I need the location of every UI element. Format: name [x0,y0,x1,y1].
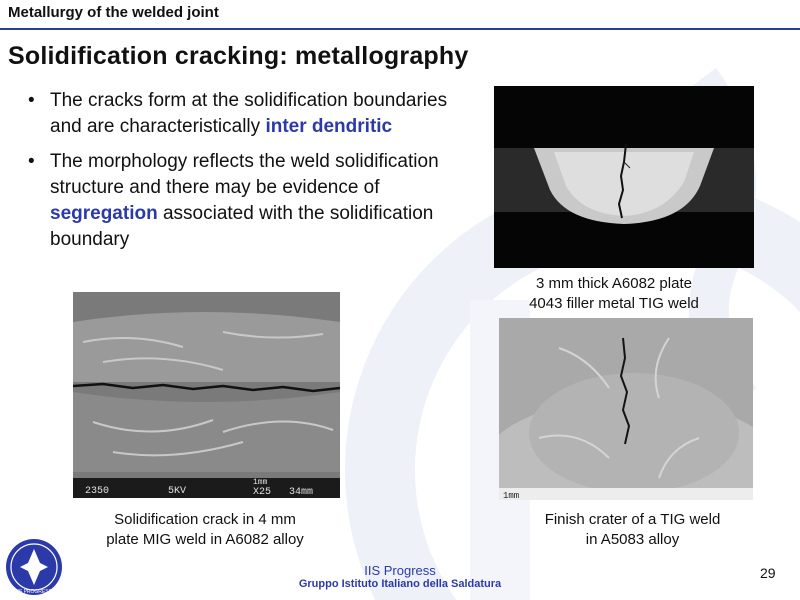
crater-caption-line1: Finish crater of a TIG weld [544,511,721,528]
weld-macrograph-image [494,86,754,268]
mig-weld-crack-image [73,292,340,498]
bullet-marker: • [28,151,35,172]
crater-caption-line2: in A5083 alloy [585,531,680,548]
sem-number-label: 2350 [85,486,110,497]
page-number: 29 [760,565,776,581]
crater-caption [500,510,765,550]
sem-scale-label: 1mm [253,478,268,487]
macrograph-caption-line1: 3 mm thick A6082 plate [536,275,692,292]
bullet-item [28,149,468,253]
slide-title: Solidification cracking: metallography [8,42,469,70]
footer-org-subtitle: Gruppo Istituto Italiano della Saldatura [298,578,502,590]
iis-progress-logo [4,537,64,597]
footer-organization [250,563,550,590]
logo-text: IIS PROGRESS [16,589,52,595]
mig-caption-line2: plate MIG weld in A6082 alloy [106,531,304,548]
header-divider [0,28,800,30]
bullet-text: The cracks form at the solidification boundaries and are characteristically [50,90,448,137]
macrograph-caption [494,274,734,314]
mig-caption-line1: Solidification crack in 4 mm [114,511,296,528]
sem-wd-label: 34mm [289,487,314,498]
sem-mag-label: X25 [253,487,272,498]
bullet-text-after: associated with the solidification boundary [50,203,434,250]
bullet-item [28,88,468,140]
crater-image [499,318,753,500]
bullet-emphasis: segregation [50,203,158,224]
bullet-marker: • [28,90,35,111]
bullet-text: The morphology reflects the weld solidification structure and there may be evidence of [50,151,439,198]
crater-scale-label: 1mm [503,491,520,500]
header-title: Metallurgy of the welded joint [8,4,219,21]
footer-org-name: IIS Progress [364,563,436,578]
sem-kv-label: 5KV [168,486,187,497]
bullet-emphasis: inter dendritic [265,116,393,137]
bullet-list [28,88,468,262]
macrograph-caption-line2: 4043 filler metal TIG weld [529,295,699,312]
mig-weld-caption [80,510,330,550]
